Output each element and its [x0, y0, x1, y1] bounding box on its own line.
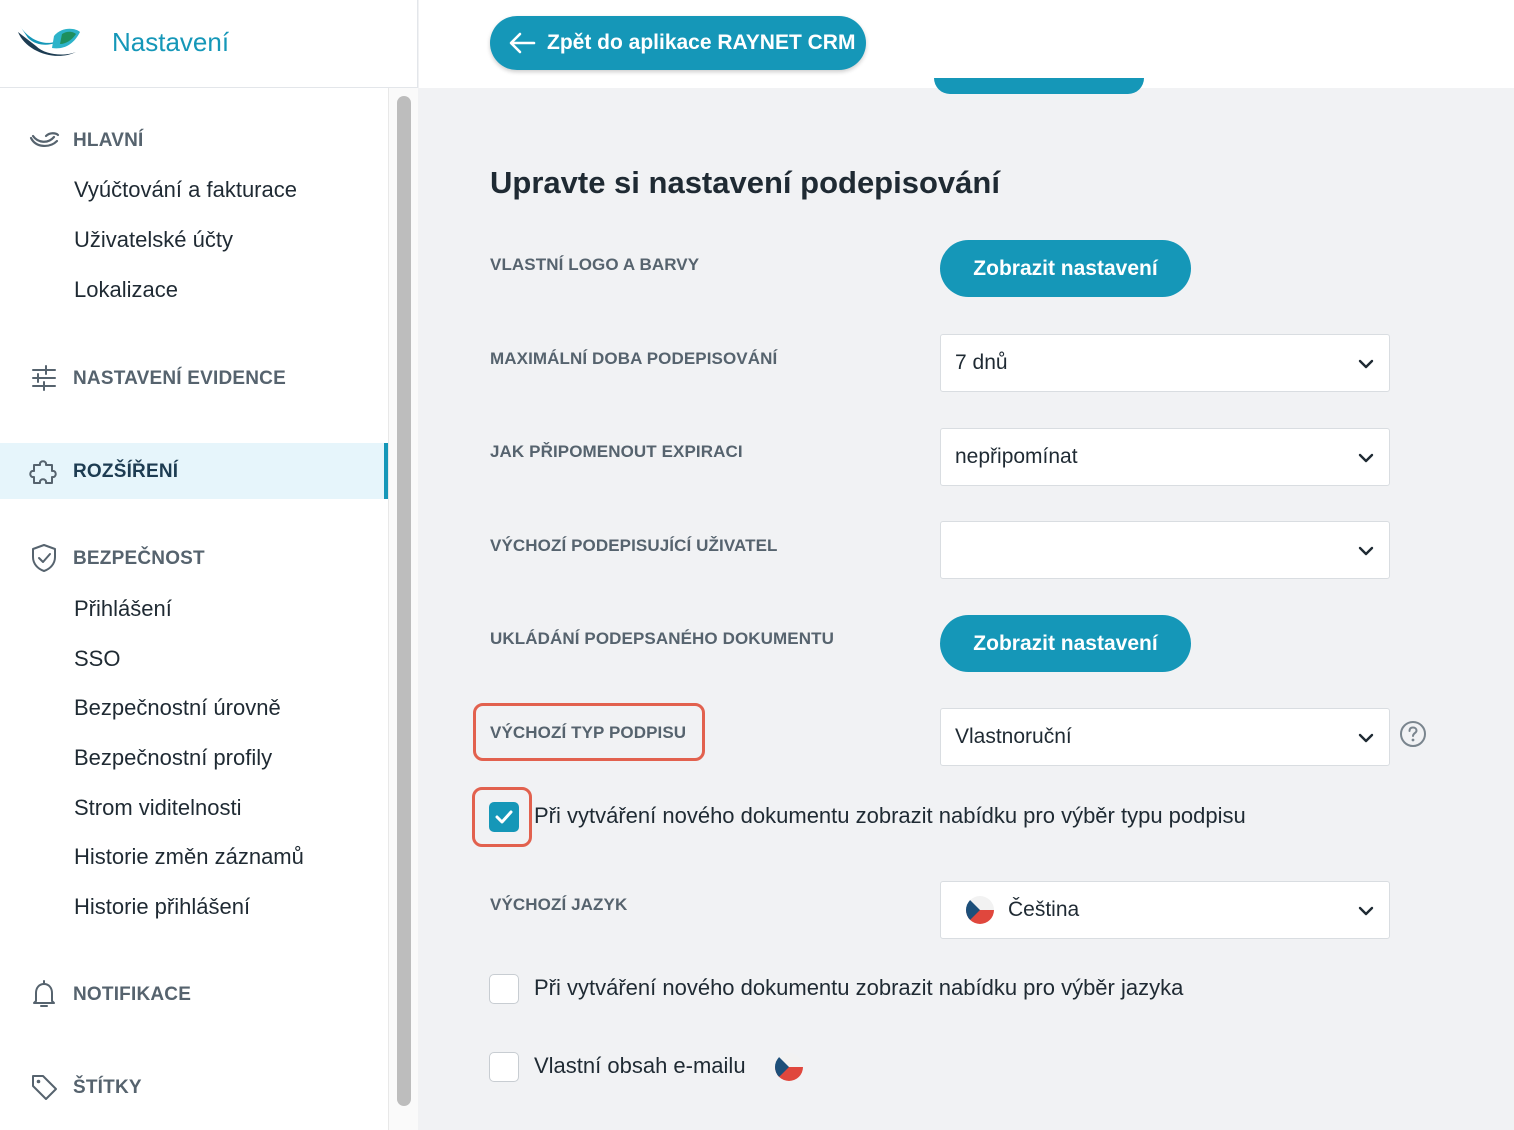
chevron-down-icon — [1357, 542, 1375, 560]
sidebar-item-login-history[interactable]: Historie přihlášení — [74, 894, 251, 919]
sidebar-header — [0, 0, 418, 88]
show-signature-type-checkbox[interactable] — [489, 802, 519, 832]
back-to-app-button[interactable] — [490, 16, 866, 70]
sidebar-section-main[interactable] — [0, 112, 388, 168]
chevron-down-icon — [1357, 355, 1375, 373]
logo-settings-button[interactable]: Zobrazit nastavení — [940, 240, 1191, 297]
custom-email-label[interactable]: Vlastní obsah e-mailu — [534, 1053, 746, 1078]
default-user-select[interactable] — [940, 521, 1390, 579]
reminder-select[interactable] — [940, 428, 1390, 486]
puzzle-icon — [28, 455, 60, 487]
sidebar-section-security[interactable] — [0, 530, 388, 586]
storage-label: UKLÁDÁNÍ PODEPSANÉHO DOKUMENTU — [490, 629, 834, 648]
max-duration-label: MAXIMÁLNÍ DOBA PODEPISOVÁNÍ — [490, 349, 778, 368]
top-bar — [419, 0, 1514, 88]
select-value: 7 dnů — [955, 351, 1008, 374]
custom-email-checkbox[interactable] — [489, 1052, 519, 1082]
chevron-down-icon — [1357, 449, 1375, 467]
sidebar-scrollbar[interactable] — [388, 88, 418, 1130]
sidebar-section-label: NASTAVENÍ EVIDENCE — [73, 368, 286, 389]
checkmark-icon — [494, 808, 514, 826]
tag-icon — [28, 1071, 60, 1103]
page-title: Upravte si nastavení podepisování — [490, 165, 1000, 200]
sidebar-section-records[interactable] — [0, 350, 388, 406]
main-logo-icon — [28, 124, 60, 156]
logo-colors-label: VLASTNÍ LOGO A BARVY — [490, 255, 700, 274]
app-title: Nastavení — [112, 27, 230, 57]
sidebar-section-extensions[interactable] — [0, 443, 388, 499]
chevron-down-icon — [1357, 902, 1375, 920]
show-signature-type-label[interactable]: Při vytváření nového dokumentu zobrazit nabídku pro výběr typu podpisu — [534, 803, 1246, 828]
signature-type-label: VÝCHOZÍ TYP PODPISU — [490, 723, 687, 742]
sidebar-section-tags[interactable] — [0, 1059, 388, 1115]
sidebar-item-user-accounts[interactable]: Uživatelské účty — [74, 227, 233, 252]
show-language-label[interactable]: Při vytváření nového dokumentu zobrazit nabídku pro výběr jazyka — [534, 975, 1184, 1000]
back-button-label: Zpět do aplikace RAYNET CRM — [547, 31, 856, 54]
max-duration-select[interactable] — [940, 334, 1390, 392]
sidebar-item-billing[interactable]: Vyúčtování a fakturace — [74, 177, 297, 202]
sidebar-item-security-levels[interactable]: Bezpečnostní úrovně — [74, 695, 281, 720]
sidebar-section-label: HLAVNÍ — [73, 130, 144, 151]
scrollbar-thumb[interactable] — [397, 96, 411, 1106]
sidebar-item-sso[interactable]: SSO — [74, 646, 121, 671]
partially-hidden-button[interactable] — [934, 78, 1144, 94]
sidebar-section-label: ŠTÍTKY — [73, 1077, 142, 1098]
sidebar-section-notifications[interactable] — [0, 966, 388, 1022]
sidebar-section-label: NOTIFIKACE — [73, 984, 192, 1005]
shield-icon — [28, 542, 60, 574]
signature-type-select[interactable] — [940, 708, 1390, 766]
sidebar-section-label: BEZPEČNOST — [73, 548, 205, 569]
reminder-label: JAK PŘIPOMENOUT EXPIRACI — [490, 442, 743, 461]
sidebar-item-security-profiles[interactable]: Bezpečnostní profily — [74, 745, 273, 770]
select-value: nepřipomínat — [955, 445, 1078, 468]
sidebar — [0, 0, 418, 1130]
show-language-checkbox[interactable] — [489, 974, 519, 1004]
sidebar-item-login[interactable]: Přihlášení — [74, 596, 172, 621]
sidebar-item-record-history[interactable]: Historie změn záznamů — [74, 844, 304, 869]
bell-icon — [28, 978, 60, 1010]
language-label: VÝCHOZÍ JAZYK — [490, 895, 628, 914]
default-user-label: VÝCHOZÍ PODEPISUJÍCÍ UŽIVATEL — [490, 536, 778, 555]
sidebar-section-label: ROZŠÍŘENÍ — [73, 461, 179, 482]
sidebar-item-visibility-tree[interactable]: Strom viditelnosti — [74, 795, 242, 820]
sidebar-item-localization[interactable]: Lokalizace — [74, 277, 178, 302]
czech-flag-icon — [965, 895, 995, 925]
select-value: Čeština — [1008, 898, 1080, 921]
storage-settings-button[interactable]: Zobrazit nastavení — [940, 615, 1191, 672]
language-select[interactable] — [940, 881, 1390, 939]
arrow-left-icon — [508, 31, 536, 55]
raynet-logo — [16, 22, 82, 62]
help-icon[interactable] — [1399, 720, 1427, 748]
chevron-down-icon — [1357, 729, 1375, 747]
select-value: Vlastnoruční — [955, 725, 1072, 748]
sliders-icon — [28, 362, 60, 394]
czech-flag-icon — [774, 1052, 804, 1082]
